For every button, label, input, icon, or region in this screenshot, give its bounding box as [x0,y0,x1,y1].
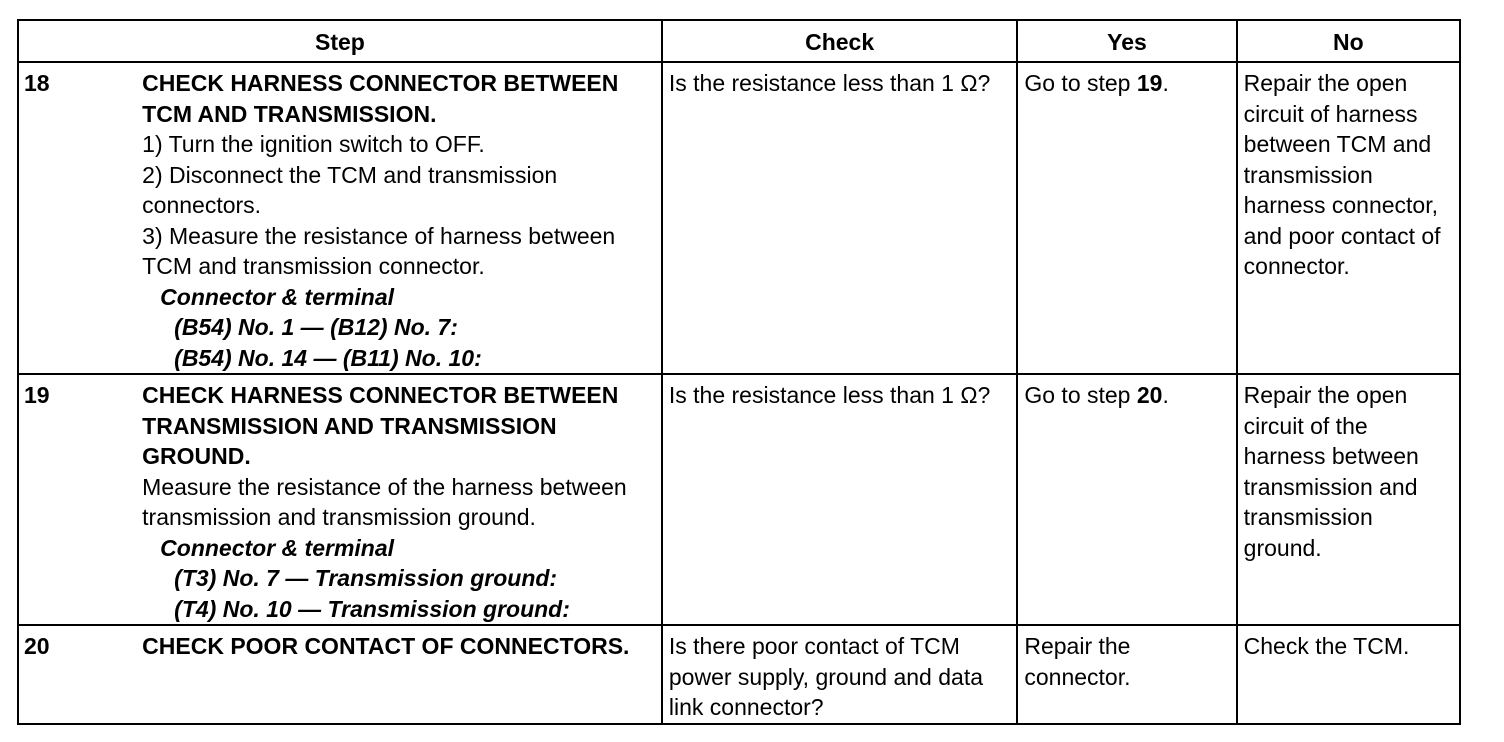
yes-step-link: 20 [1136,382,1163,408]
yes-suffix: . [1162,382,1169,408]
yes-prefix: Go to step [1024,70,1137,96]
instruction-line: 1) Turn the ignition switch to OFF. [142,131,485,157]
connector-heading: Connector & terminal [160,534,395,561]
yes-prefix: Go to step [1024,382,1137,408]
connector-line: (B54) No. 14 — (B11) No. 10: [174,344,482,371]
instruction-line: 2) Disconnect the TCM and transmission connectors. [142,161,558,218]
header-step: Step [18,20,662,62]
yes-cell [1017,374,1236,625]
step-number: 19 [18,374,136,625]
table-row-step-19 [18,374,1460,625]
check-cell: Is there poor contact of TCM power supply, ground and data link connector? [662,625,1017,724]
connector-heading: Connector & terminal [160,283,395,310]
yes-cell [1017,62,1236,374]
yes-step-link: 19 [1136,70,1163,96]
header-no: No [1237,20,1460,62]
step-number: 18 [18,62,136,374]
no-cell: Check the TCM. [1237,625,1460,724]
step-title: CHECK POOR CONTACT OF CONNECTORS. [142,633,630,659]
instruction-line: 3) Measure the resistance of harness between TCM and transmission connector. [142,222,616,279]
step-description [136,625,662,724]
step-title: CHECK HARNESS CONNECTOR BETWEEN TRANSMISSION AND TRANSMISSION GROUND. [142,382,619,469]
connector-line: (T3) No. 7 — Transmission ground: [174,565,558,591]
step-title: CHECK HARNESS CONNECTOR BETWEEN TCM AND TRANSMISSION. [142,70,619,127]
yes-cell: Repair the connector. [1017,625,1236,724]
step-description [136,374,662,625]
no-cell: Repair the open circuit of the harness between transmission and transmission ground. [1237,374,1460,625]
no-cell: Repair the open circuit of harness between TCM and transmission harness connector, and poor contact of connector. [1237,62,1460,374]
check-cell: Is the resistance less than 1 Ω? [662,62,1017,374]
step-description [136,62,662,374]
connector-line: (T4) No. 10 — Transmission ground: [174,595,570,622]
check-cell: Is the resistance less than 1 Ω? [662,374,1017,625]
header-yes: Yes [1017,20,1236,62]
table-row-step-20 [18,625,1460,724]
header-check: Check [662,20,1017,62]
table-row-step-18 [18,62,1460,374]
yes-suffix: . [1162,70,1169,96]
step-number: 20 [18,625,136,724]
header-row [18,20,1460,62]
connector-line: (B54) No. 1 — (B12) No. 7: [174,314,458,340]
diagnostic-table [17,19,1461,725]
instruction-line: Measure the resistance of the harness between transmission and transmission ground. [142,473,627,530]
